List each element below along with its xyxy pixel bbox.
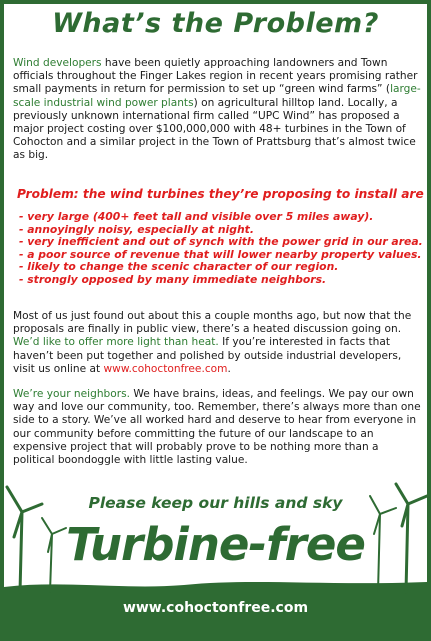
problem-item: - very inefficient and out of synch with the power grid in our area. <box>19 235 423 249</box>
neighbors-paragraph <box>13 388 423 467</box>
problem-heading: Problem: the wind turbines they’re proposing to install are <box>17 187 424 201</box>
problem-item: - a poor source of revenue that will lower nearby property values. <box>19 247 422 261</box>
intro-paragraph <box>13 57 423 163</box>
problem-item: - annoyingly noisy, especially at night. <box>19 222 254 236</box>
turbine-free-banner <box>4 482 427 637</box>
problem-item: - likely to change the scenic character of our region. <box>19 260 339 274</box>
intro-text-2: ) on agricultural hilltop land. Locally, a previously unknown international firm called “UPC Wind” has proposed a major project costing over $100,000,000 with 48+ turbines in the Town of Cohocton and a similar project in the Town of Prattsburg that’s almost twice as big. <box>13 96 416 162</box>
discussion-highlight: We’d like to offer more light than heat. <box>13 336 219 349</box>
intro-text-1: have been quietly approaching landowners and Town officials throughout the Finger Lakes region in recent years promising rather small payments in return for permission to set up “green wind farms” ( <box>13 57 418 96</box>
discussion-end: . <box>227 362 231 375</box>
banner-tagline: Please keep our hills and sky <box>88 494 343 512</box>
website-link[interactable]: www.cohoctonfree.com <box>103 362 228 375</box>
intro-lead: Wind developers <box>13 57 102 69</box>
discussion-text-1: Most of us just found out about this a couple months ago, but now that the proposals are finally in public view, there’s a heated discussion going on. <box>13 310 412 336</box>
neighbors-text: We have brains, ideas, and feelings. We pay our own way and love our community, too. Remember, there’s always more than one side to a story. We’ve all worked hard and deserve to hear from everyone in our community before committing the future of our landscape to an expensive project that will probably prove to be nothing more than a political boondoggle with little lasting value. <box>13 388 421 467</box>
intro-highlight: large-scale industrial wind power plants <box>13 83 421 109</box>
problem-item: - very large (400+ feet tall and visible over 5 miles away). <box>19 210 374 223</box>
banner-slogan: Turbine-free <box>66 518 365 571</box>
discussion-text-2: If you’re interested in facts that haven’t been put together and polished by outside industrial developers, visit us online at <box>13 336 402 375</box>
page-title: What’s the Problem? <box>52 8 379 39</box>
discussion-paragraph <box>13 310 423 376</box>
banner-website-link[interactable]: www.cohoctonfree.com <box>122 600 309 616</box>
problem-item: - strongly opposed by many immediate neighbors. <box>19 272 327 286</box>
neighbors-lead: We’re your neighbors. <box>13 388 130 400</box>
problem-list <box>19 211 424 287</box>
